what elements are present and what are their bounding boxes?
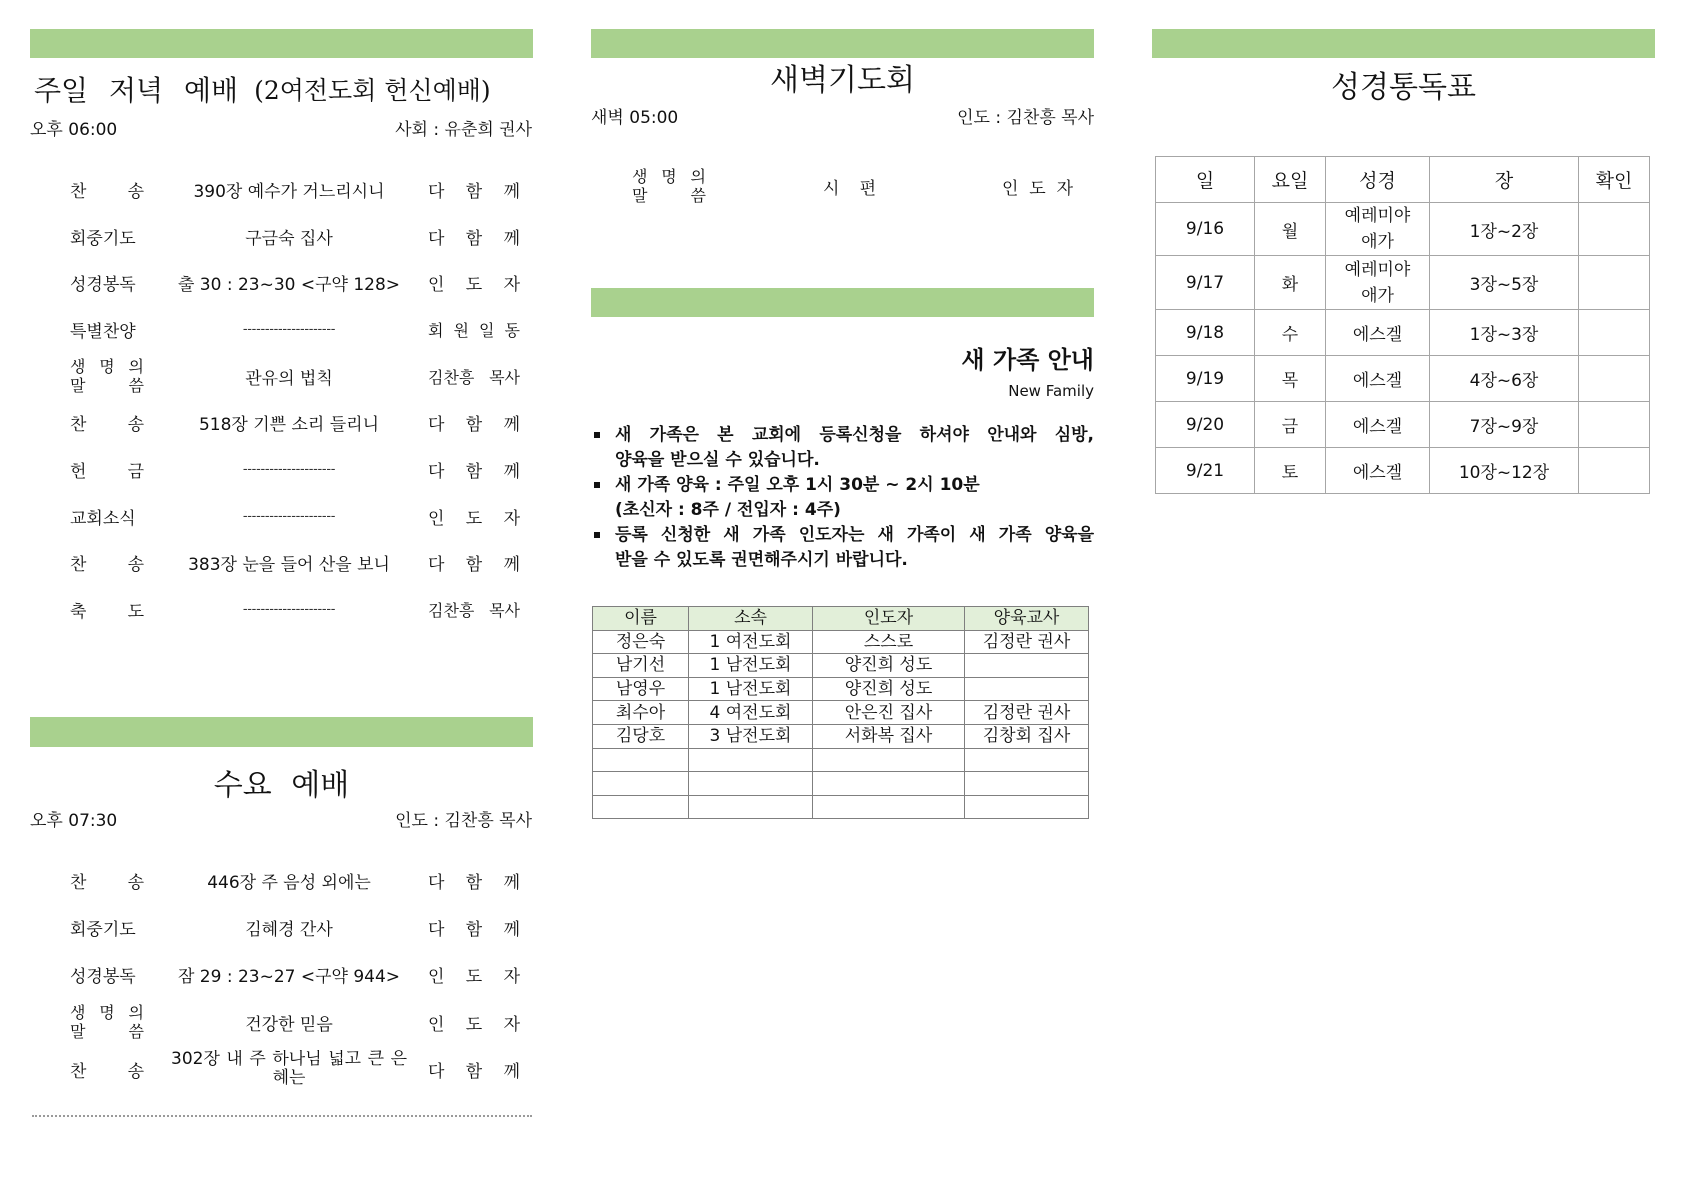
list-item-line: 새 가족은 본 교회에 등록신청을 하셔야 안내와 심방,: [615, 425, 1094, 445]
empty-cell: [593, 795, 689, 819]
empty-cell: [965, 748, 1089, 772]
check-cell: [1579, 203, 1650, 256]
order-content: 시 편: [823, 178, 876, 199]
sunday-evening-time: 오후 06:00: [30, 119, 118, 140]
empty-cell: [965, 772, 1089, 796]
new-family-table: [592, 606, 1089, 819]
order-content-placeholder: ---------------------: [242, 508, 336, 524]
chapters-cell: 1장~2장: [1430, 203, 1579, 256]
bible-reading-title-text: 성경통독표: [1331, 70, 1476, 105]
guide-cell: 양진희 성도: [813, 677, 965, 701]
group-cell: 4 여전도회: [689, 701, 813, 725]
order-label: [70, 1003, 144, 1041]
order-leader: 인 도 자: [428, 967, 520, 988]
square-bullet-icon: [594, 432, 600, 438]
order-label: 찬 송: [70, 873, 144, 894]
name-cell: 최수아: [593, 701, 689, 725]
guide-cell: 안은진 집사: [813, 701, 965, 725]
guide-cell: 서화복 집사: [813, 724, 965, 748]
wednesday-title: [30, 760, 533, 804]
dotted-divider: [32, 1115, 532, 1117]
list-item-line: 새 가족 양육 : 주일 오후 1시 30분 ~ 2시 10분: [615, 475, 980, 495]
list-item-line: 양육을 받으실 수 있습니다.: [615, 450, 820, 470]
order-label: 교회소식: [70, 508, 136, 529]
column-header: 이름: [593, 607, 689, 631]
dawn-prayer-time: 새벽 05:00: [591, 107, 679, 128]
order-row: [30, 259, 532, 306]
book-cell: 에스겔: [1326, 402, 1430, 448]
order-content-placeholder: ---------------------: [242, 321, 336, 337]
new-family-title: 새 가족 안내: [961, 346, 1094, 374]
section-bar-bible-reading: [1152, 29, 1655, 58]
check-cell: [1579, 310, 1650, 356]
weekday-cell: 금: [1255, 402, 1326, 448]
check-cell: [1579, 256, 1650, 310]
order-row: [30, 493, 532, 540]
teacher-cell: [965, 654, 1089, 678]
order-leader: 다 함 께: [428, 415, 520, 436]
chapters-cell: 3장~5장: [1430, 256, 1579, 310]
teacher-cell: 김정란 권사: [965, 630, 1089, 654]
sunday-evening-leader: 사회 : 유춘희 권사: [395, 119, 532, 140]
order-label-line: 말 씀: [70, 376, 144, 396]
order-content: 김혜경 간사: [245, 920, 333, 941]
order-leader: 다 함 께: [428, 1061, 520, 1082]
table-row: [1156, 402, 1650, 448]
book-cell: 에스겔: [1326, 356, 1430, 402]
table-header-row: [1156, 157, 1650, 203]
book-cell: [1326, 203, 1430, 256]
section-bar-wednesday: [30, 717, 533, 747]
chapters-cell: 7장~9장: [1430, 402, 1579, 448]
order-row: [30, 586, 532, 633]
table-row: [1156, 356, 1650, 402]
new-family-notice-list: [591, 423, 1094, 573]
weekday-cell: 토: [1255, 448, 1326, 494]
list-item-line: (초신자 : 8주 / 전입자 : 4주): [615, 500, 841, 520]
order-content: 446장 주 음성 외에는: [207, 873, 371, 894]
order-content: 383장 눈을 들어 산을 보니: [188, 555, 390, 576]
order-content-placeholder: ---------------------: [242, 461, 336, 477]
weekday-cell: 월: [1255, 203, 1326, 256]
date-cell: 9/18: [1156, 310, 1255, 356]
square-bullet-icon: [594, 482, 600, 488]
order-leader: 인 도 자: [1002, 178, 1073, 199]
dawn-prayer-info: [591, 103, 1094, 127]
order-row: [30, 904, 532, 951]
order-leader: 다 함 께: [428, 920, 520, 941]
wednesday-time: 오후 07:30: [30, 810, 118, 831]
column-header: 일: [1156, 157, 1255, 203]
order-row: [30, 951, 532, 998]
empty-cell: [593, 772, 689, 796]
order-label: 회중기도: [70, 228, 136, 249]
group-cell: 3 남전도회: [689, 724, 813, 748]
empty-cell: [965, 795, 1089, 819]
empty-cell: [689, 748, 813, 772]
book-name: 예레미야애가: [1344, 259, 1411, 306]
order-content: 302장 내 주 하나님 넓고 큰 은혜는: [171, 1050, 407, 1089]
table-row: [593, 701, 1089, 725]
group-cell: 1 남전도회: [689, 654, 813, 678]
book-cell: 에스겔: [1326, 448, 1430, 494]
chapters-cell: 1장~3장: [1430, 310, 1579, 356]
new-family-subtitle: New Family: [1008, 382, 1094, 400]
section-bar-sunday-evening: [30, 29, 533, 58]
date-cell: 9/20: [1156, 402, 1255, 448]
weekday-cell: 목: [1255, 356, 1326, 402]
sunday-evening-title-main: 주일 저녁 예배: [34, 74, 239, 107]
order-leader: 다 함 께: [428, 873, 520, 894]
list-item-line: 받을 수 있도록 권면해주시기 바랍니다.: [615, 550, 908, 570]
order-content: 관유의 법칙: [245, 368, 333, 389]
order-content: 잠 29 : 23~27 <구약 944>: [177, 967, 401, 988]
order-leader: 인 도 자: [428, 275, 520, 296]
dawn-prayer-title-text: 새벽기도회: [770, 63, 915, 98]
table-row-empty: [593, 772, 1089, 796]
order-leader: 인 도 자: [428, 1014, 520, 1035]
sunday-evening-order: [30, 166, 532, 633]
date-cell: 9/21: [1156, 448, 1255, 494]
order-label: [632, 167, 706, 205]
chapters-cell: 4장~6장: [1430, 356, 1579, 402]
table-row: [1156, 310, 1650, 356]
table-row: [593, 724, 1089, 748]
square-bullet-icon: [594, 532, 600, 538]
order-leader: 김찬흥 목사: [428, 367, 520, 387]
teacher-cell: [965, 677, 1089, 701]
order-leader: 인 도 자: [428, 508, 520, 529]
column-header: 인도자: [813, 607, 965, 631]
wednesday-info: [30, 806, 532, 830]
weekday-cell: 수: [1255, 310, 1326, 356]
order-row: [30, 353, 532, 400]
table-row: [593, 654, 1089, 678]
order-leader: 김찬흥 목사: [428, 601, 520, 621]
column-header: 요일: [1255, 157, 1326, 203]
date-cell: 9/17: [1156, 256, 1255, 310]
empty-cell: [813, 748, 965, 772]
empty-cell: [689, 795, 813, 819]
order-row: [30, 999, 532, 1046]
wednesday-order: [30, 857, 532, 1093]
table-row: [1156, 256, 1650, 310]
wednesday-leader: 인도 : 김찬흥 목사: [395, 810, 532, 831]
order-label-line: 말 씀: [70, 1022, 144, 1042]
empty-cell: [813, 795, 965, 819]
guide-cell: 스스로: [813, 630, 965, 654]
section-bar-dawn-prayer: [591, 29, 1094, 58]
sunday-evening-title-sub: (2여전도회 헌신예배): [254, 76, 491, 105]
order-leader: 다 함 께: [428, 461, 520, 482]
table-row: [1156, 448, 1650, 494]
teacher-cell: 김정란 권사: [965, 701, 1089, 725]
order-row: [30, 857, 532, 904]
list-item: [591, 523, 1094, 573]
list-item-line: 등록 신청한 새 가족 인도자는 새 가족이 새 가족 양육을: [615, 525, 1094, 545]
order-label: [70, 357, 144, 395]
book-cell: [1326, 256, 1430, 310]
name-cell: 남기선: [593, 654, 689, 678]
check-cell: [1579, 402, 1650, 448]
empty-cell: [813, 772, 965, 796]
order-row: [30, 306, 532, 353]
wednesday-title-text: 수요 예배: [213, 768, 350, 803]
order-label-line: 생 명 의: [70, 1003, 144, 1023]
column-header: 확인: [1579, 157, 1650, 203]
order-label-line: 말 씀: [632, 186, 706, 205]
order-content: 건강한 믿음: [245, 1014, 333, 1035]
date-cell: 9/16: [1156, 203, 1255, 256]
name-cell: 김당호: [593, 724, 689, 748]
bible-reading-title: [1152, 62, 1655, 106]
chapters-cell: 10장~12장: [1430, 448, 1579, 494]
order-leader: 회 원 일 동: [428, 320, 520, 340]
sunday-evening-title: [34, 66, 530, 112]
empty-cell: [689, 772, 813, 796]
order-content-placeholder: ---------------------: [242, 602, 336, 618]
table-row-empty: [593, 748, 1089, 772]
order-label: 회중기도: [70, 920, 136, 941]
order-label: 성경봉독: [70, 275, 136, 296]
order-content: 390장 예수가 거느리시니: [193, 181, 385, 202]
order-label: 축 도: [70, 602, 144, 623]
order-row: [30, 399, 532, 446]
group-cell: 1 여전도회: [689, 630, 813, 654]
date-cell: 9/19: [1156, 356, 1255, 402]
order-label: 찬 송: [70, 1061, 144, 1082]
check-cell: [1579, 448, 1650, 494]
column-header: 장: [1430, 157, 1579, 203]
order-row: [30, 166, 532, 213]
dawn-prayer-title: [591, 55, 1094, 99]
section-bar-new-family: [591, 288, 1094, 317]
column-header: 소속: [689, 607, 813, 631]
table-header-row: [593, 607, 1089, 631]
order-label: 찬 송: [70, 181, 144, 202]
teacher-cell: 김창회 집사: [965, 724, 1089, 748]
guide-cell: 양진희 성도: [813, 654, 965, 678]
order-label-line: 생 명 의: [632, 167, 706, 186]
order-row: [30, 540, 532, 587]
order-leader: 다 함 께: [428, 228, 520, 249]
order-row: [30, 213, 532, 260]
table-row: [593, 630, 1089, 654]
order-content: 구금숙 집사: [245, 228, 333, 249]
order-label: 특별찬양: [70, 321, 136, 342]
empty-cell: [593, 748, 689, 772]
order-row: [30, 446, 532, 493]
order-label-line: 생 명 의: [70, 357, 144, 377]
book-name: 예레미야애가: [1344, 206, 1411, 252]
list-item: [591, 423, 1094, 473]
order-leader: 다 함 께: [428, 555, 520, 576]
group-cell: 1 남전도회: [689, 677, 813, 701]
name-cell: 남영우: [593, 677, 689, 701]
dawn-prayer-leader: 인도 : 김찬흥 목사: [957, 107, 1094, 128]
order-label: 헌 금: [70, 461, 144, 482]
name-cell: 정은숙: [593, 630, 689, 654]
weekday-cell: 화: [1255, 256, 1326, 310]
table-row: [593, 677, 1089, 701]
list-item: [591, 473, 1094, 523]
dawn-prayer-row: [591, 163, 1094, 209]
column-header: 성경: [1326, 157, 1430, 203]
order-content: 출 30 : 23~30 <구약 128>: [177, 275, 401, 296]
book-cell: 에스겔: [1326, 310, 1430, 356]
order-row: [30, 1046, 532, 1093]
check-cell: [1579, 356, 1650, 402]
order-label: 찬 송: [70, 555, 144, 576]
table-row-empty: [593, 795, 1089, 819]
sunday-evening-info: [30, 115, 532, 139]
order-label: 성경봉독: [70, 967, 136, 988]
order-label: 찬 송: [70, 415, 144, 436]
bible-reading-table: [1155, 156, 1650, 494]
order-leader: 다 함 께: [428, 181, 520, 202]
column-header: 양육교사: [965, 607, 1089, 631]
table-row: [1156, 203, 1650, 256]
order-content: 518장 기쁜 소리 들리니: [198, 415, 380, 436]
